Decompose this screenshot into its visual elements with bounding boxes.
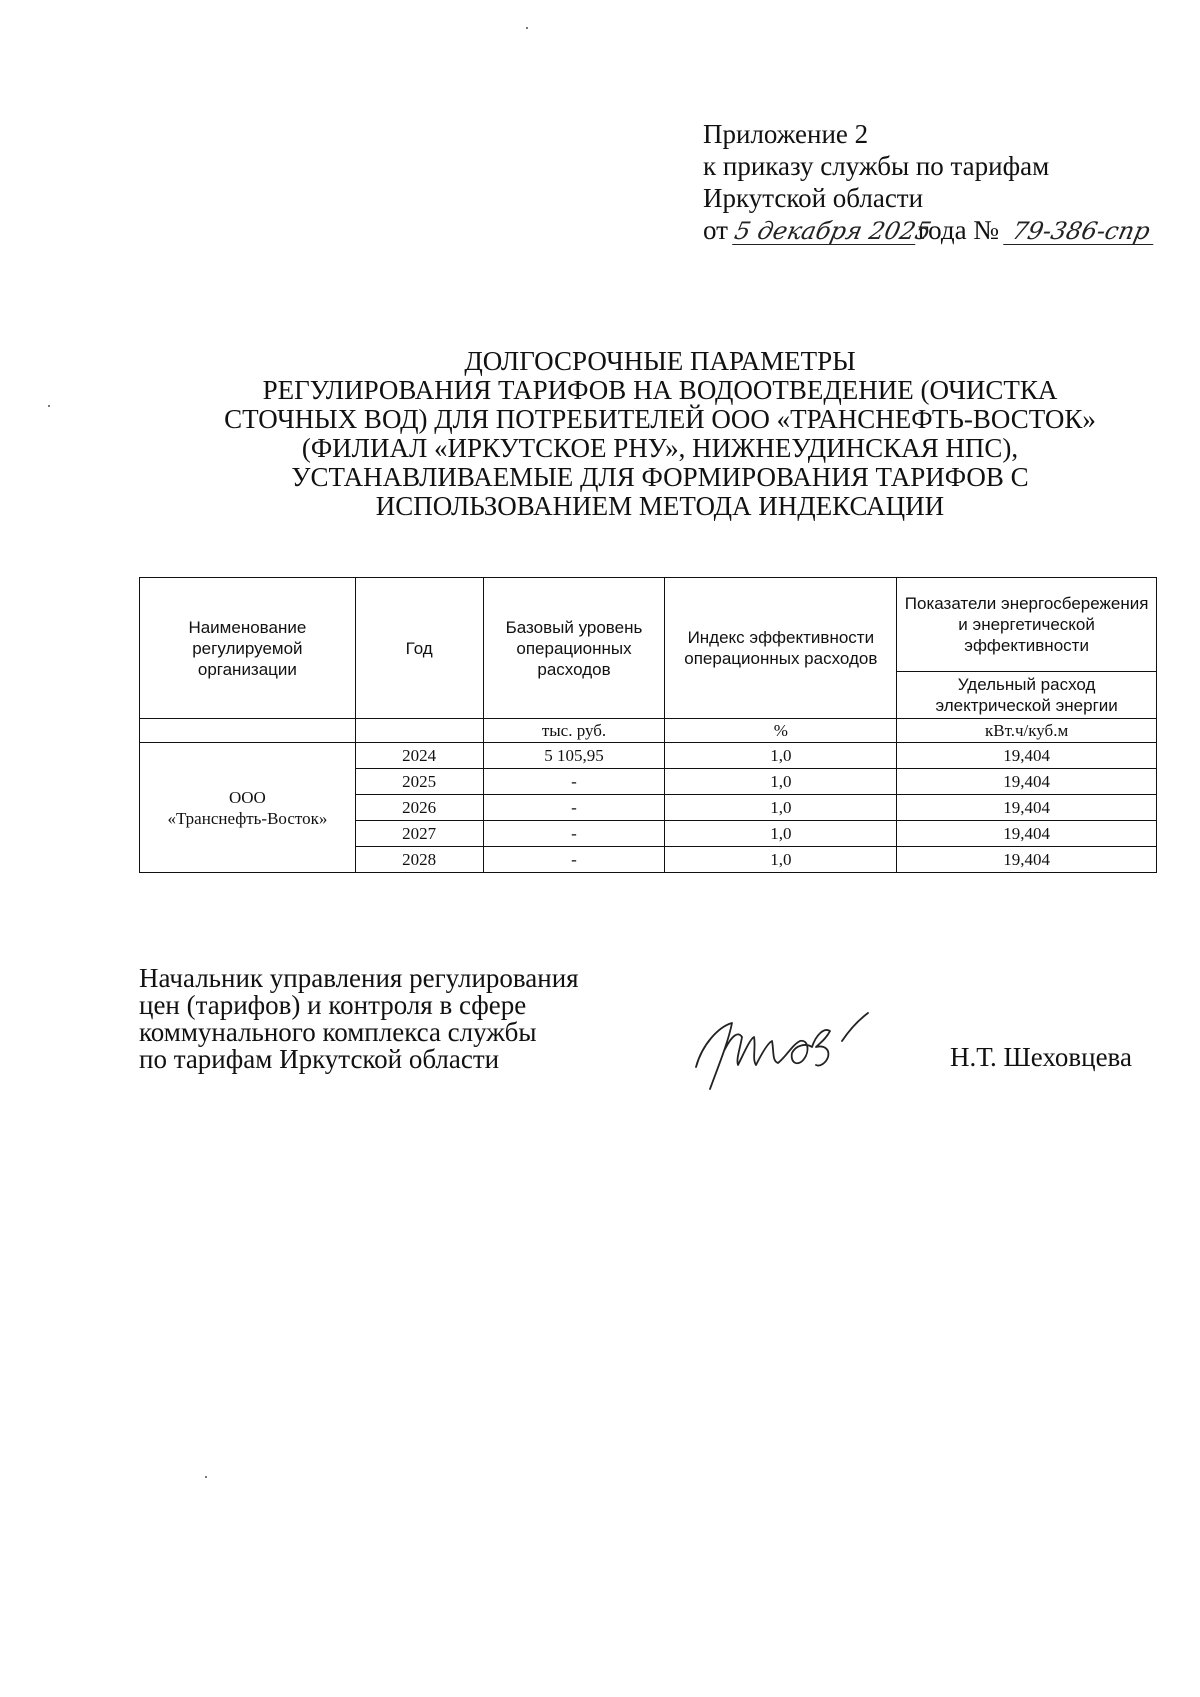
energy-cell: 19,404	[897, 847, 1157, 873]
header-year: Год	[355, 578, 483, 719]
scan-speck	[205, 1476, 207, 1478]
position-line-2: цен (тарифов) и контроля в сфере	[139, 990, 527, 1020]
title-line-5: УСТАНАВЛИВАЕМЫЕ ДЛЯ ФОРМИРОВАНИЯ ТАРИФОВ С	[291, 462, 1029, 492]
unit-index: %	[665, 719, 897, 743]
index-cell: 1,0	[665, 769, 897, 795]
table-units-row	[140, 719, 1157, 743]
energy-cell: 19,404	[897, 769, 1157, 795]
order-number: 79-386-спр	[1003, 218, 1159, 245]
header-efficiency-index: Индекс эффективности операционных расходов	[665, 578, 897, 719]
annex-header	[703, 118, 1156, 246]
title-line-3: СТОЧНЫХ ВОД) ДЛЯ ПОТРЕБИТЕЛЕЙ ООО «ТРАНСНЕФТЬ-ВОСТОК»	[224, 404, 1096, 434]
base-cell: -	[483, 847, 665, 873]
document-title	[180, 347, 1140, 521]
energy-cell: 19,404	[897, 743, 1157, 769]
signer-name: Н.Т. Шеховцева	[950, 1042, 1132, 1072]
index-cell: 1,0	[665, 821, 897, 847]
table-row	[140, 743, 1157, 769]
annex-line-1: Приложение 2	[703, 119, 869, 149]
org-line-2: «Транснефть-Восток»	[167, 808, 328, 828]
header-specific-consumption: Удельный расход электрической энергии	[897, 672, 1157, 719]
table-header-row	[140, 578, 1157, 672]
index-cell: 1,0	[665, 795, 897, 821]
base-cell: -	[483, 821, 665, 847]
base-cell: 5 105,95	[483, 743, 665, 769]
signature-block	[139, 965, 579, 1073]
title-line-1: ДОЛГОСРОЧНЫЕ ПАРАМЕТРЫ	[464, 346, 856, 376]
handwritten-signature	[688, 1005, 908, 1095]
index-cell: 1,0	[665, 847, 897, 873]
scan-speck	[526, 27, 528, 29]
order-date: 5 декабря 2025	[731, 217, 934, 245]
position-line-3: коммунального комплекса службы	[139, 1017, 537, 1047]
title-line-2: РЕГУЛИРОВАНИЯ ТАРИФОВ НА ВОДООТВЕДЕНИЕ (ОЧИСТКА	[262, 375, 1058, 405]
org-name-cell	[140, 743, 356, 873]
unit-base: тыс. руб.	[483, 719, 665, 743]
year-cell: 2027	[355, 821, 483, 847]
unit-energy: кВт.ч/куб.м	[897, 719, 1157, 743]
annex-line-3: Иркутской области	[703, 183, 924, 213]
year-cell: 2026	[355, 795, 483, 821]
org-line-1: ООО	[228, 787, 266, 807]
annex-order-line	[703, 214, 1156, 246]
annex-line-2: к приказу службы по тарифам	[703, 151, 1050, 181]
base-cell: -	[483, 769, 665, 795]
year-cell: 2024	[355, 743, 483, 769]
index-cell: 1,0	[665, 743, 897, 769]
energy-cell: 19,404	[897, 821, 1157, 847]
energy-cell: 19,404	[897, 795, 1157, 821]
scan-speck	[48, 405, 50, 407]
header-base-level: Базовый уровень операционных расходов	[483, 578, 665, 719]
parameters-table	[139, 577, 1157, 873]
annex-mid: года №	[917, 215, 1000, 245]
year-cell: 2028	[355, 847, 483, 873]
title-line-6: ИСПОЛЬЗОВАНИЕМ МЕТОДА ИНДЕКСАЦИИ	[375, 491, 945, 521]
position-line-1: Начальник управления регулирования	[139, 963, 579, 993]
title-line-4: (ФИЛИАЛ «ИРКУТСКОЕ РНУ», НИЖНЕУДИНСКАЯ НПС),	[301, 433, 1019, 463]
position-line-4: по тарифам Иркутской области	[139, 1044, 500, 1074]
header-energy-indicators: Показатели энергосбережения и энергетической эффективности	[897, 578, 1157, 672]
year-cell: 2025	[355, 769, 483, 795]
base-cell: -	[483, 795, 665, 821]
header-org: Наименование регулируемой организации	[140, 578, 356, 719]
annex-prefix: от	[703, 215, 728, 245]
